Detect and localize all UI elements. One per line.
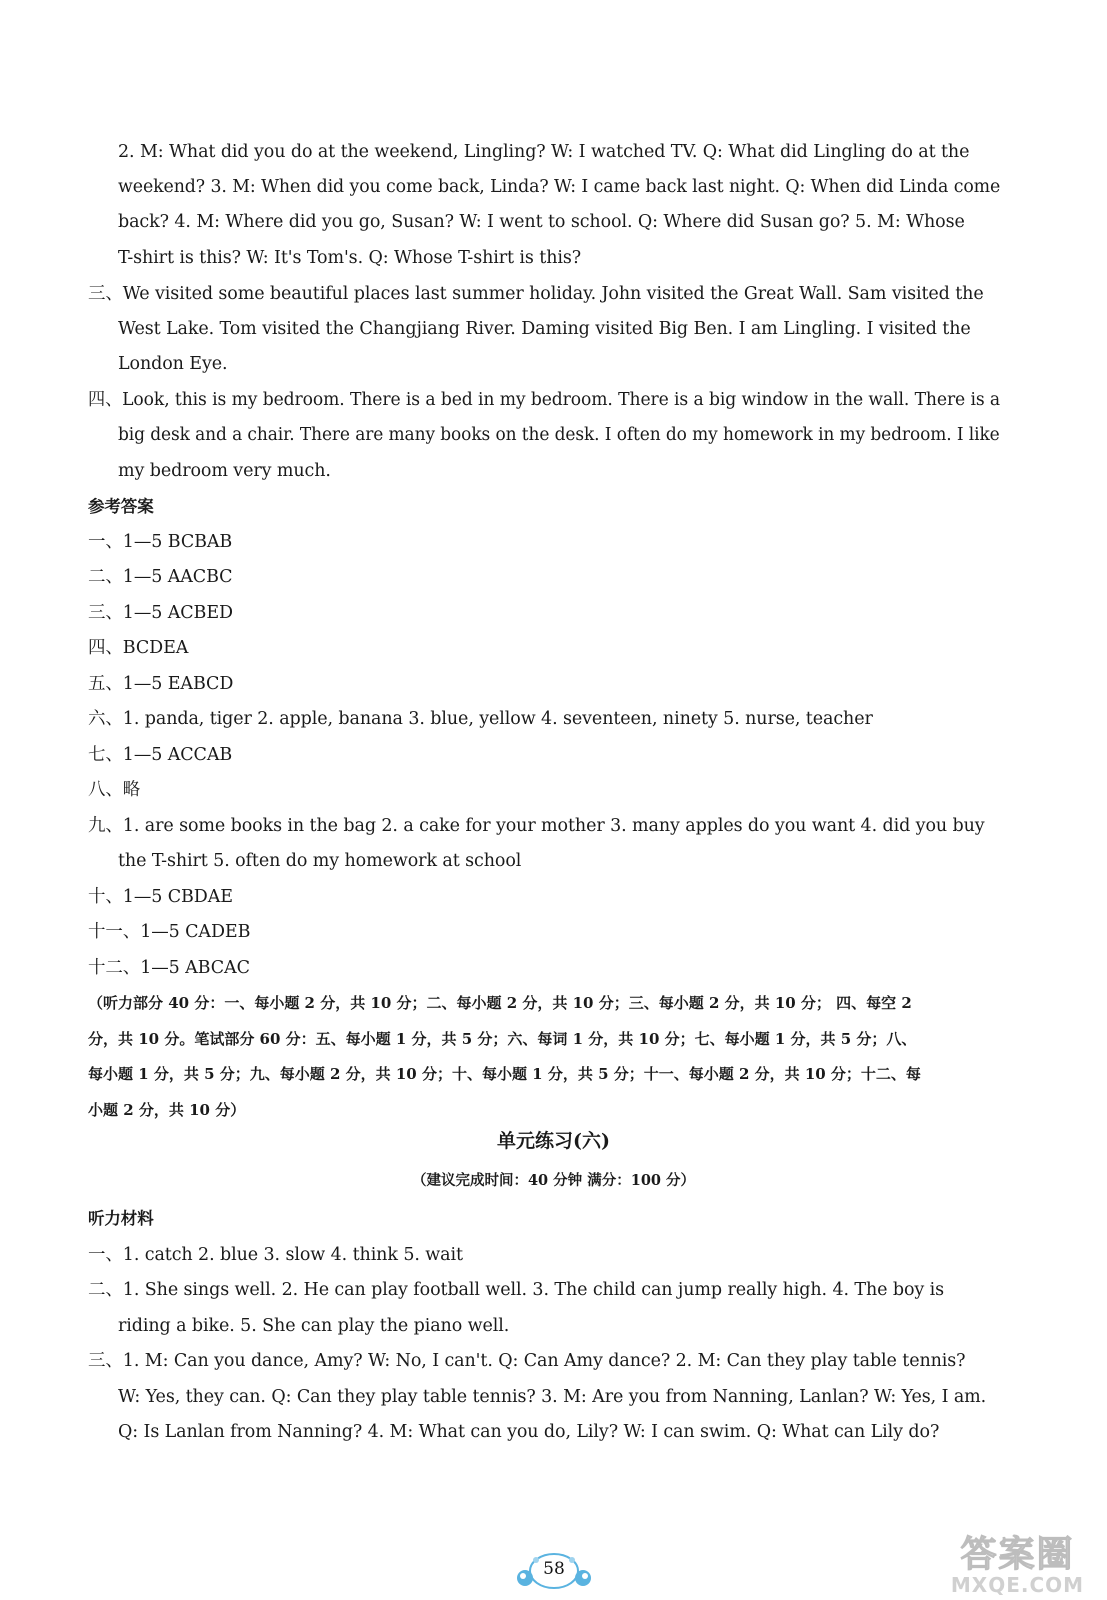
- answer-8: 八、略: [88, 780, 141, 800]
- listening-line-2: weekend? 3. M: When did you come back, Linda? W: I came back last night. Q: When did Linda come: [118, 177, 1001, 197]
- unit-title: 单元练习(六): [497, 1130, 610, 1152]
- page-number-badge: [513, 1550, 595, 1592]
- answer-12: 十二、1—5 ABCAC: [88, 958, 250, 978]
- scoring-line-1: （听力部分 40 分：一、每小题 2 分，共 10 分；二、每小题 2 分，共 10 分；三、每小题 2 分，共 10 分； 四、每空 2: [88, 994, 912, 1012]
- scoring-line-2: 分，共 10 分。笔试部分 60 分：五、每小题 1 分，共 5 分；六、每词 1 分，共 10 分；七、每小题 1 分，共 5 分；八、: [88, 1030, 917, 1048]
- section3-line-2: West Lake. Tom visited the Changjiang River. Daming visited Big Ben. I am Lingling. I visited the: [118, 319, 971, 339]
- unit6-section-2-line-2: riding a bike. 5. She can play the piano well.: [118, 1316, 510, 1336]
- listening-line-1: 2. M: What did you do at the weekend, Lingling? W: I watched TV. Q: What did Lingling do at the: [118, 142, 970, 162]
- scoring-line-4: 小题 2 分，共 10 分）: [88, 1101, 246, 1119]
- listening-line-3: back? 4. M: Where did you go, Susan? W: I went to school. Q: Where did Susan go? 5. M: Whose: [118, 212, 965, 232]
- answer-9-line-1: 九、1. are some books in the bag 2. a cake for your mother 3. many apples do you want 4. did you buy: [88, 816, 985, 836]
- answer-3: 三、1—5 ACBED: [88, 603, 233, 623]
- unit6-section-3-line-2: W: Yes, they can. Q: Can they play table tennis? 3. M: Are you from Nanning, Lanlan? W: Yes, I am.: [118, 1387, 987, 1407]
- section4-line-1: 四、Look, this is my bedroom. There is a bed in my bedroom. There is a big window in the wall. There is a: [88, 390, 1001, 410]
- listening-line-4: T-shirt is this? W: It's Tom's. Q: Whose T-shirt is this?: [118, 248, 582, 268]
- section3-line-3: London Eye.: [118, 354, 228, 374]
- answer-9-line-2: the T-shirt 5. often do my homework at school: [118, 851, 522, 871]
- answer-2: 二、1—5 AACBC: [88, 567, 233, 587]
- unit6-section-3-line-3: Q: Is Lanlan from Nanning? 4. M: What can you do, Lily? W: I can swim. Q: What can Lily do?: [118, 1422, 940, 1442]
- scoring-line-3: 每小题 1 分，共 5 分；九、每小题 2 分，共 10 分；十、每小题 1 分，共 5 分；十一、每小题 2 分，共 10 分；十二、每: [88, 1065, 921, 1083]
- unit6-section-3-line-1: 三、1. M: Can you dance, Amy? W: No, I can't. Q: Can Amy dance? 2. M: Can they play table tennis?: [88, 1351, 966, 1371]
- answer-10: 十、1—5 CBDAE: [88, 887, 233, 907]
- answer-7: 七、1—5 ACCAB: [88, 745, 233, 765]
- answer-6: 六、1. panda, tiger 2. apple, banana 3. blue, yellow 4. seventeen, ninety 5. nurse, teacher: [88, 709, 873, 729]
- answer-4: 四、BCDEA: [88, 638, 189, 658]
- answer-11: 十一、1—5 CADEB: [88, 922, 251, 942]
- section3-line-1: 三、We visited some beautiful places last summer holiday. John visited the Great Wall. Sam visited the: [88, 284, 984, 304]
- watermark: [935, 1535, 1100, 1595]
- watermark-logo: 答案圈: [960, 1534, 1075, 1575]
- answers-heading: 参考答案: [88, 497, 154, 516]
- watermark-url: MXQE.COM: [950, 1573, 1085, 1597]
- unit-subtitle: （建议完成时间：40 分钟 满分：100 分）: [411, 1172, 696, 1189]
- section4-line-3: my bedroom very much.: [118, 461, 331, 481]
- section4-line-2: big desk and a chair. There are many books on the desk. I often do my homework in my bedroom. I like: [118, 425, 1000, 445]
- unit6-section-2-line-1: 二、1. She sings well. 2. He can play football well. 3. The child can jump really high. 4. The boy is: [88, 1280, 945, 1300]
- answer-5: 五、1—5 EABCD: [88, 674, 234, 694]
- unit6-section-1: 一、1. catch 2. blue 3. slow 4. think 5. wait: [88, 1245, 463, 1265]
- page-number: 58: [543, 1559, 565, 1579]
- answer-1: 一、1—5 BCBAB: [88, 532, 233, 552]
- listening-heading: 听力材料: [88, 1209, 154, 1228]
